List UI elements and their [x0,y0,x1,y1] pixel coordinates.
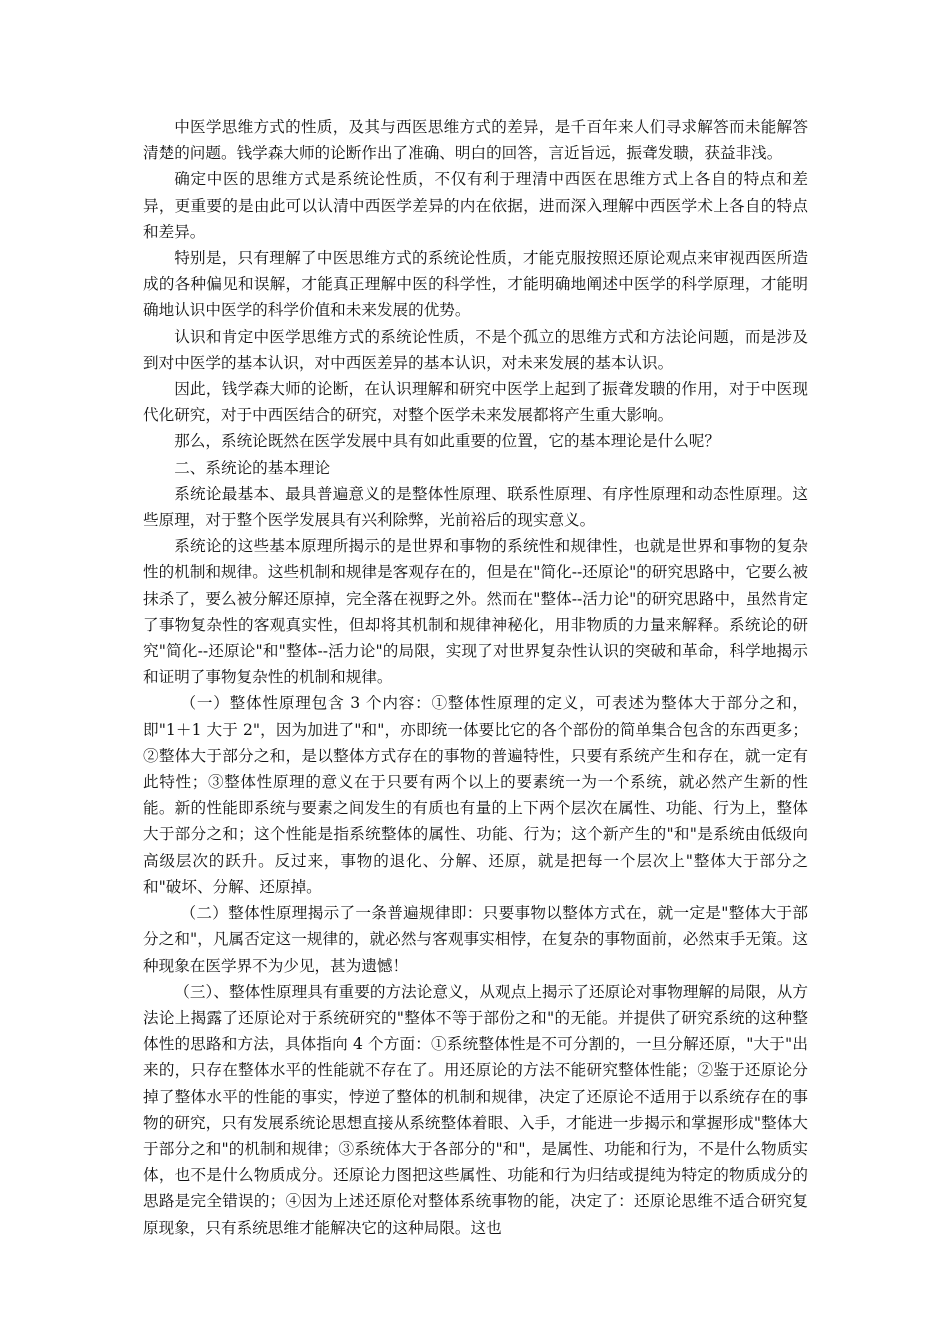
paragraph-2: 确定中医的思维方式是系统论性质，不仅有利于理清中西医在思维方式上各自的特点和差异，更重要的是由此可以认清中西医学差异的内在依据，进而深入理解中西医学术上各自的特点和差异。 [143,170,808,241]
paragraph-5: 因此，钱学森大师的论断，在认识理解和研究中医学上起到了振聋发聩的作用，对于中医现代化研究，对于中西医结合的研究，对整个医学未来发展都将产生重大影响。 [143,380,808,425]
paragraph-12: （三）、整体性原理具有重要的方法论意义，从观点上揭示了还原论对事物理解的局限，从方法论上揭露了还原论对于系统研究的"整体不等于部份之和"的无能。并提供了研究系统的这种整体性的思路和方法，具体指向 4 个方面：①系统整体性是不可分割的，一旦分解还原，"大于"出来的，只存在整体水平的性能就不存在了。用还原论的方法不能研究整体性能；②鉴于还原论分掉了整体水平的性能的事实，悖逆了整体的机制和规律，决定了还原论不适用于以系统存在的事物的研究，只有发展系统论思想直接从系统整体着眼、入手，才能进一步揭示和掌握形成"整体大于部分之和"的机制和规律；③系统体大于各部分的"和"，是属性、功能和行为，不是什么物质实体，也不是什么物质成分。还原论力图把这些属性、功能和行为归结或提纯为特定的物质成分的思路是完全错误的；④因为上述还原伦对整体系统事物的能，决定了：还原论思维不适合研究复原现象，只有系统思维才能解决它的这种局限。这也 [143,982,808,1237]
paragraph-8: 系统论最基本、最具普遍意义的是整体性原理、联系性原理、有序性原理和动态性原理。这些原理，对于整个医学发展具有兴利除弊，光前裕后的现实意义。 [143,484,808,530]
paragraph-9: 系统论的这些基本原理所揭示的是世界和事物的系统性和规律性，也就是世界和事物的复杂性的机制和规律。这些机制和规律是客观存在的，但是在"简化--还原论"的研究思路中，它要么被抹杀了，要么被分解还原掉，完全落在视野之外。然而在"整体--活力论"的研究思路中，虽然肯定了事物复杂性的客观真实性，但却将其机制和规律神秘化，用非物质的力量来解释。系统论的研究"简化--还原论"和"整体--活力论"的局限，实现了对世界复杂性认识的突破和革命，科学地揭示和证明了事物复杂性的机制和规律。 [143,537,808,687]
paragraph-6: 那么，系统论既然在医学发展中具有如此重要的位置，它的基本理论是什么呢？ [174,432,720,451]
paragraph-10: （一）整体性原理包含 3 个内容：①整体性原理的定义，可表述为整体大于部分之和，即"1＋1 大于 2"，因为加进了"和"，亦即统一体要比它的各个部份的简单集合包含的东西更多；②整体大于部分之和，是以整体方式存在的事物的普遍特性，只要有系统产生和存在，就一定有此特性；③整体性原理的意义在于只要有两个以上的要素统一为一个系统，就必然产生新的性能。新的性能即系统与要素之间发生的有质也有量的上下两个层次在属性、功能、行为上，整体大于部分之和；这个性能是指系统整体的属性、功能、行为；这个新产生的"和"是系统由低级向高级层次的跃升。反过来，事物的退化、分解、还原，就是把每一个层次上"整体大于部分之和"破坏、分解、还原掉。 [143,694,808,896]
paragraph-1: 中医学思维方式的性质，及其与西医思维方式的差异，是千百年来人们寻求解答而未能解答清楚的问题。钱学森大师的论断作出了准确、明白的回答，言近旨远，振聋发聩，获益非浅。 [143,118,808,163]
document-body [143,114,808,1241]
section-heading: 二、系统论的基本理论 [174,458,331,477]
paragraph-3: 特别是，只有理解了中医思维方式的系统论性质，才能克服按照还原论观点来审视西医所造成的各种偏见和误解，才能真正理解中医的科学性，才能明确地阐述中医学的科学原理，才能明确地认识中医学的科学价值和未来发展的优势。 [143,249,808,320]
paragraph-11: （二）整体性原理揭示了一条普遍规律即：只要事物以整体方式在，就一定是"整体大于部分之和"，凡属否定这一规律的，就必然与客观事实相悖，在复杂的事物面前，必然束手无策。这种现象在医学界不为少见，甚为遗憾！ [143,904,808,975]
paragraph-4: 认识和肯定中医学思维方式的系统论性质，不是个孤立的思维方式和方法论问题，而是涉及到对中医学的基本认识，对中西医差异的基本认识，对未来发展的基本认识。 [143,327,808,372]
